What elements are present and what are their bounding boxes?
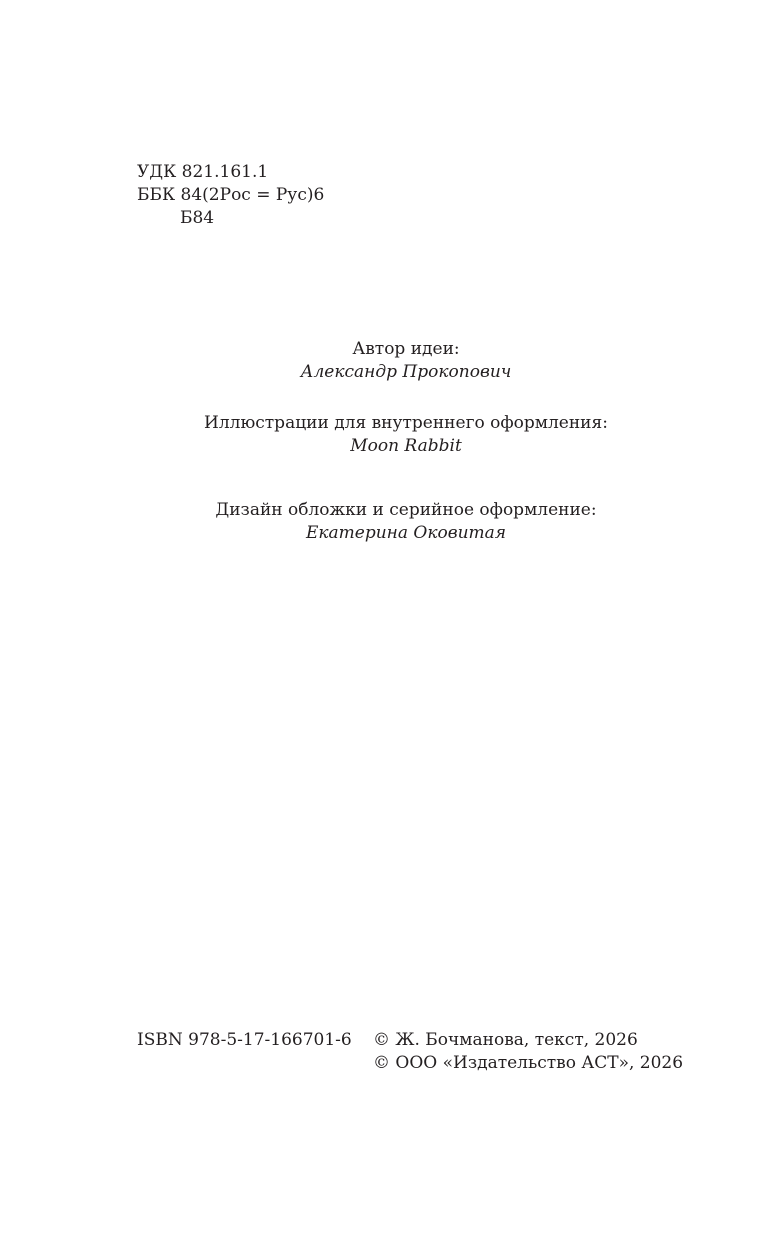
classification-block <box>137 161 324 230</box>
credit-role: Автор идеи: <box>352 339 460 359</box>
credit-person: Екатерина Оковитая <box>305 523 507 543</box>
credit-person: Moon Rabbit <box>350 436 462 456</box>
credit-idea-author <box>0 338 768 384</box>
bbk-code: ББК 84(2Рос = Рус)6 <box>137 185 325 205</box>
udk-code: УДК 821.161.1 <box>137 162 269 182</box>
credit-person: Александр Прокопович <box>300 362 512 382</box>
credit-illustrations <box>0 412 768 458</box>
author-mark: Б84 <box>180 208 215 228</box>
credit-role: Дизайн обложки и серийное оформление: <box>215 500 597 520</box>
credit-cover-design <box>0 499 768 545</box>
isbn-number: ISBN 978-5-17-166701-6 <box>137 1030 352 1050</box>
copyright-line-publisher: © ООО «Издательство АСТ», 2026 <box>373 1053 684 1073</box>
copyright-block <box>373 1029 683 1075</box>
copyright-line-text: © Ж. Бочманова, текст, 2026 <box>373 1030 638 1050</box>
credit-role: Иллюстрации для внутреннего оформления: <box>204 413 608 433</box>
